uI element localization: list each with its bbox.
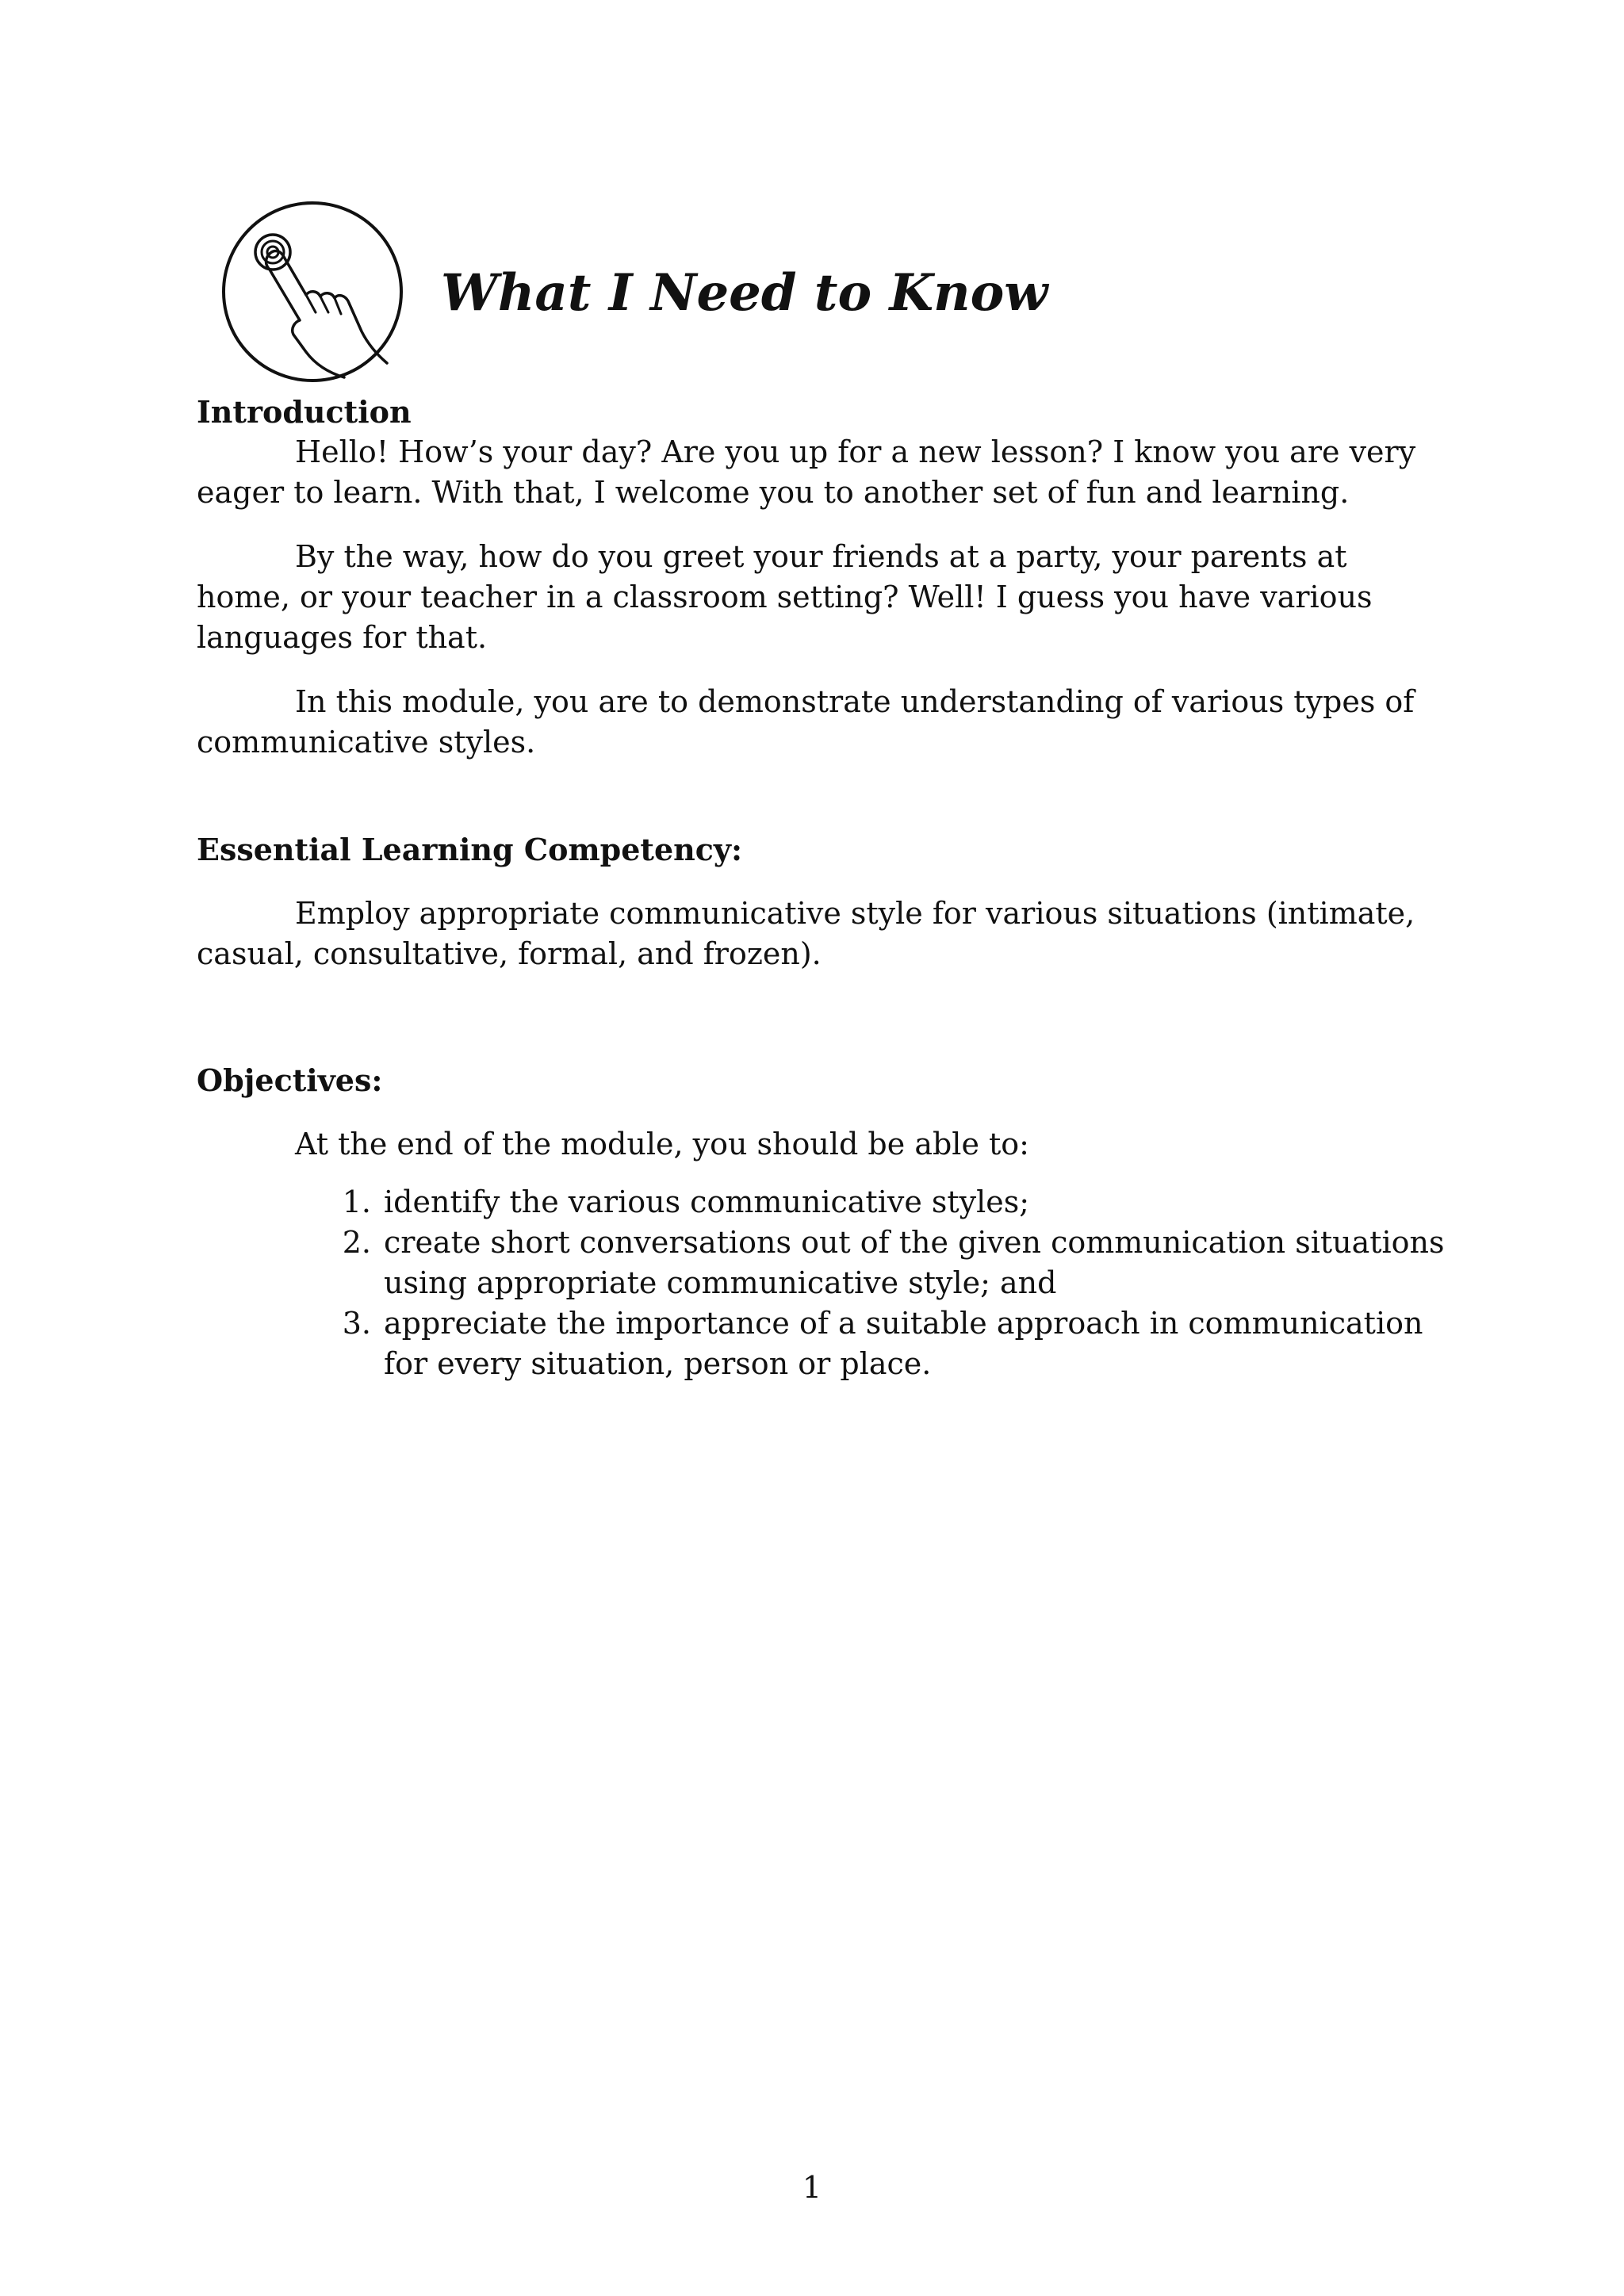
- list-item-text: appreciate the importance of a suitable approach in communication for every situation, person or place.: [384, 1306, 1423, 1381]
- list-item: [342, 1223, 1450, 1303]
- competency-heading: Essential Learning Competency:: [197, 832, 743, 867]
- hand-pointer-icon: [217, 197, 408, 387]
- list-item-number: 3.: [342, 1306, 371, 1341]
- competency-text: Employ appropriate communicative style for various situations (intimate, casual, consultative, formal, and frozen).: [197, 896, 1415, 971]
- introduction-paragraph: Hello! How’s your day? Are you up for a new lesson? I know you are very eager to learn. With that, I welcome you to another set of fun and learning.: [197, 434, 1416, 510]
- introduction-paragraph: In this module, you are to demonstrate understanding of various types of communicative styles.: [197, 684, 1415, 760]
- page-title: What I Need to Know: [441, 263, 1048, 323]
- introduction-heading: Introduction: [197, 394, 412, 430]
- list-item: [342, 1303, 1450, 1384]
- objectives-heading: Objectives:: [197, 1062, 383, 1098]
- list-item-number: 2.: [342, 1225, 371, 1260]
- introduction-paragraph: By the way, how do you greet your friends at a party, your parents at home, or your teacher in a classroom setting? Well! I guess you have various languages for that.: [197, 539, 1373, 655]
- list-item-number: 1.: [342, 1184, 371, 1219]
- objectives-intro: At the end of the module, you should be able to:: [295, 1127, 1029, 1161]
- list-item-text: identify the various communicative styles;: [384, 1184, 1030, 1219]
- page-number: 1: [802, 2170, 822, 2205]
- list-item-text: create short conversations out of the given communication situations using appropriate communicative style; and: [384, 1225, 1445, 1300]
- main-content: [197, 392, 1450, 1384]
- objectives-list: [197, 1182, 1450, 1384]
- list-item: [342, 1182, 1450, 1223]
